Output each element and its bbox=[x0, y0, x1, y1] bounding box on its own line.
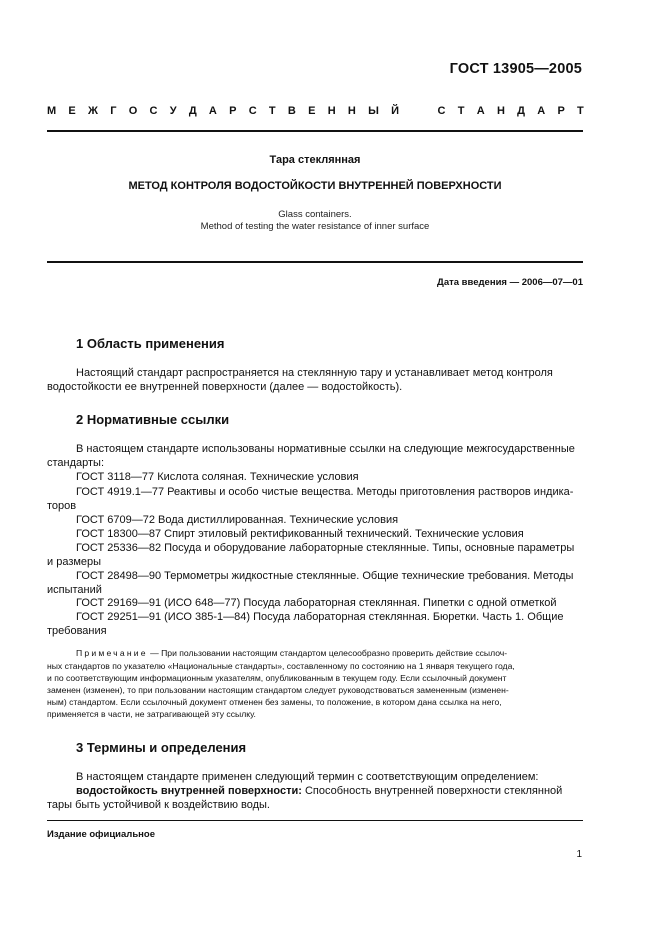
banner-gap bbox=[411, 105, 425, 117]
reference-8: ГОСТ 29251—91 (ИСО 385-1—84) Посуда лабораторная стеклянная. Бюретки. Часть 1. Общие bbox=[76, 611, 564, 623]
note-label: Примечание bbox=[76, 648, 148, 658]
interstate_word2-letter: Т bbox=[457, 105, 465, 117]
introduction-date: Дата введения — 2006—07—01 bbox=[437, 277, 583, 288]
section-1-line-1 bbox=[76, 367, 583, 379]
reference-8-cont: требования bbox=[47, 625, 107, 637]
note-line-3: и по соответствующим информационным указателям, опубликованным в текущем году. Если ссылочный документ bbox=[47, 673, 507, 683]
reference-2-cont: торов bbox=[47, 500, 77, 512]
interstate_word1-letter: Й bbox=[391, 105, 400, 117]
reference-5-cont: и размеры bbox=[47, 556, 102, 568]
note-line-6: применяется в части, не затрагивающей эту ссылку. bbox=[47, 709, 256, 719]
reference-6-cont: испытаний bbox=[47, 584, 102, 596]
section-1-heading: 1 Область применения bbox=[76, 336, 225, 351]
interstate_word1-letter: Р bbox=[229, 105, 237, 117]
header-rule bbox=[47, 130, 583, 132]
interstate-standard-banner bbox=[47, 105, 584, 117]
section-1-line-1-text: Настоящий стандарт распространяется на стеклянную тару и устанавливает метод контроля bbox=[76, 367, 553, 379]
note-line-5: ным) стандартом. Если ссылочный документ отменен без замены, то положение, в котором дана ссылка на него, bbox=[47, 697, 502, 707]
interstate_word1-letter: Е bbox=[68, 105, 76, 117]
interstate_word1-letter: Г bbox=[110, 105, 117, 117]
interstate_word1-letter: О bbox=[128, 105, 138, 117]
interstate_word2-letter: Н bbox=[496, 105, 505, 117]
page-number: 1 bbox=[576, 849, 582, 860]
interstate_word2-letter: Д bbox=[517, 105, 525, 117]
document-subject: Тара стеклянная bbox=[269, 154, 361, 166]
interstate_word2-letter: А bbox=[537, 105, 546, 117]
reference-3: ГОСТ 6709—72 Вода дистиллированная. Технические условия bbox=[76, 514, 399, 526]
english-title-line-1: Glass containers. bbox=[278, 209, 352, 220]
reference-1: ГОСТ 3118—77 Кислота соляная. Технические условия bbox=[76, 471, 359, 483]
official-edition-label: Издание официальное bbox=[47, 829, 155, 840]
interstate_word1-letter: Ж bbox=[88, 105, 98, 117]
reference-6: ГОСТ 28498—90 Термометры жидкостные стеклянные. Общие технические требования. Методы bbox=[76, 570, 574, 582]
interstate_word1-letter: М bbox=[47, 105, 57, 117]
title-rule bbox=[47, 261, 583, 263]
document-title: МЕТОД КОНТРОЛЯ ВОДОСТОЙКОСТИ ВНУТРЕННЕЙ ПОВЕРХНОСТИ bbox=[128, 180, 502, 192]
section-1-line-2: водостойкости ее внутренней поверхности (далее — водостойкость). bbox=[47, 381, 403, 393]
interstate_word1-letter: Н bbox=[347, 105, 356, 117]
section-2-intro-line-2: стандарты: bbox=[47, 457, 105, 469]
interstate_word2-letter: Р bbox=[557, 105, 565, 117]
interstate_word2-letter: А bbox=[476, 105, 485, 117]
reference-5: ГОСТ 25336—82 Посуда и оборудование лабораторные стеклянные. Типы, основные параметры bbox=[76, 542, 575, 554]
english-title-line-2: Method of testing the water resistance of inner surface bbox=[200, 221, 430, 232]
section-2-intro-line-1: В настоящем стандарте использованы нормативные ссылки на следующие межгосударственные bbox=[76, 443, 575, 455]
section-3-heading: 3 Термины и определения bbox=[76, 740, 247, 755]
note-line-2: ных стандартов по указателю «Национальные стандарты», составленному по состоянию на 1 января текущего года, bbox=[47, 661, 515, 671]
section-3-intro: В настоящем стандарте применен следующий термин с соответствующим определением: bbox=[76, 771, 539, 783]
reference-7: ГОСТ 29169—91 (ИСО 648—77) Посуда лабораторная стеклянная. Пипетки с одной отметкой bbox=[76, 597, 557, 609]
document-number: ГОСТ 13905—2005 bbox=[449, 61, 582, 77]
interstate_word1-letter: В bbox=[287, 105, 296, 117]
interstate_word1-letter: С bbox=[248, 105, 257, 117]
reference-2: ГОСТ 4919.1—77 Реактивы и особо чистые вещества. Методы приготовления растворов индика- bbox=[76, 486, 574, 498]
interstate_word1-letter: У bbox=[169, 105, 177, 117]
interstate_word1-letter: Ы bbox=[368, 105, 379, 117]
interstate_word1-letter: С bbox=[149, 105, 158, 117]
note-line-1 bbox=[76, 648, 507, 658]
term: водостойкость внутренней поверхности: bbox=[76, 785, 302, 797]
interstate_word1-letter: А bbox=[208, 105, 217, 117]
definition-part-1: Способность внутренней поверхности стеклянной bbox=[301, 785, 563, 797]
interstate_word1-letter: Т bbox=[268, 105, 276, 117]
reference-4: ГОСТ 18300—87 Спирт этиловый ректификованный технический. Технические условия bbox=[76, 528, 524, 540]
term-definition-line-2: тары быть устойчивой к воздействию воды. bbox=[47, 799, 270, 811]
interstate_word2-letter: С bbox=[437, 105, 446, 117]
interstate_word1-letter: Е bbox=[308, 105, 316, 117]
note-line-4: заменен (изменен), то при пользовании настоящим стандартом следует руководствоваться замененным (изменен- bbox=[47, 685, 509, 695]
interstate_word1-letter: Н bbox=[327, 105, 336, 117]
interstate_word1-letter: Д bbox=[188, 105, 197, 117]
interstate_word2-letter: Т bbox=[577, 105, 584, 117]
section-2-heading: 2 Нормативные ссылки bbox=[76, 412, 230, 427]
term-definition-line-1 bbox=[76, 785, 562, 797]
note-line-1-text: — При пользовании настоящим стандартом целесообразно проверить действие ссылоч- bbox=[147, 648, 508, 658]
footer-rule bbox=[47, 820, 583, 821]
